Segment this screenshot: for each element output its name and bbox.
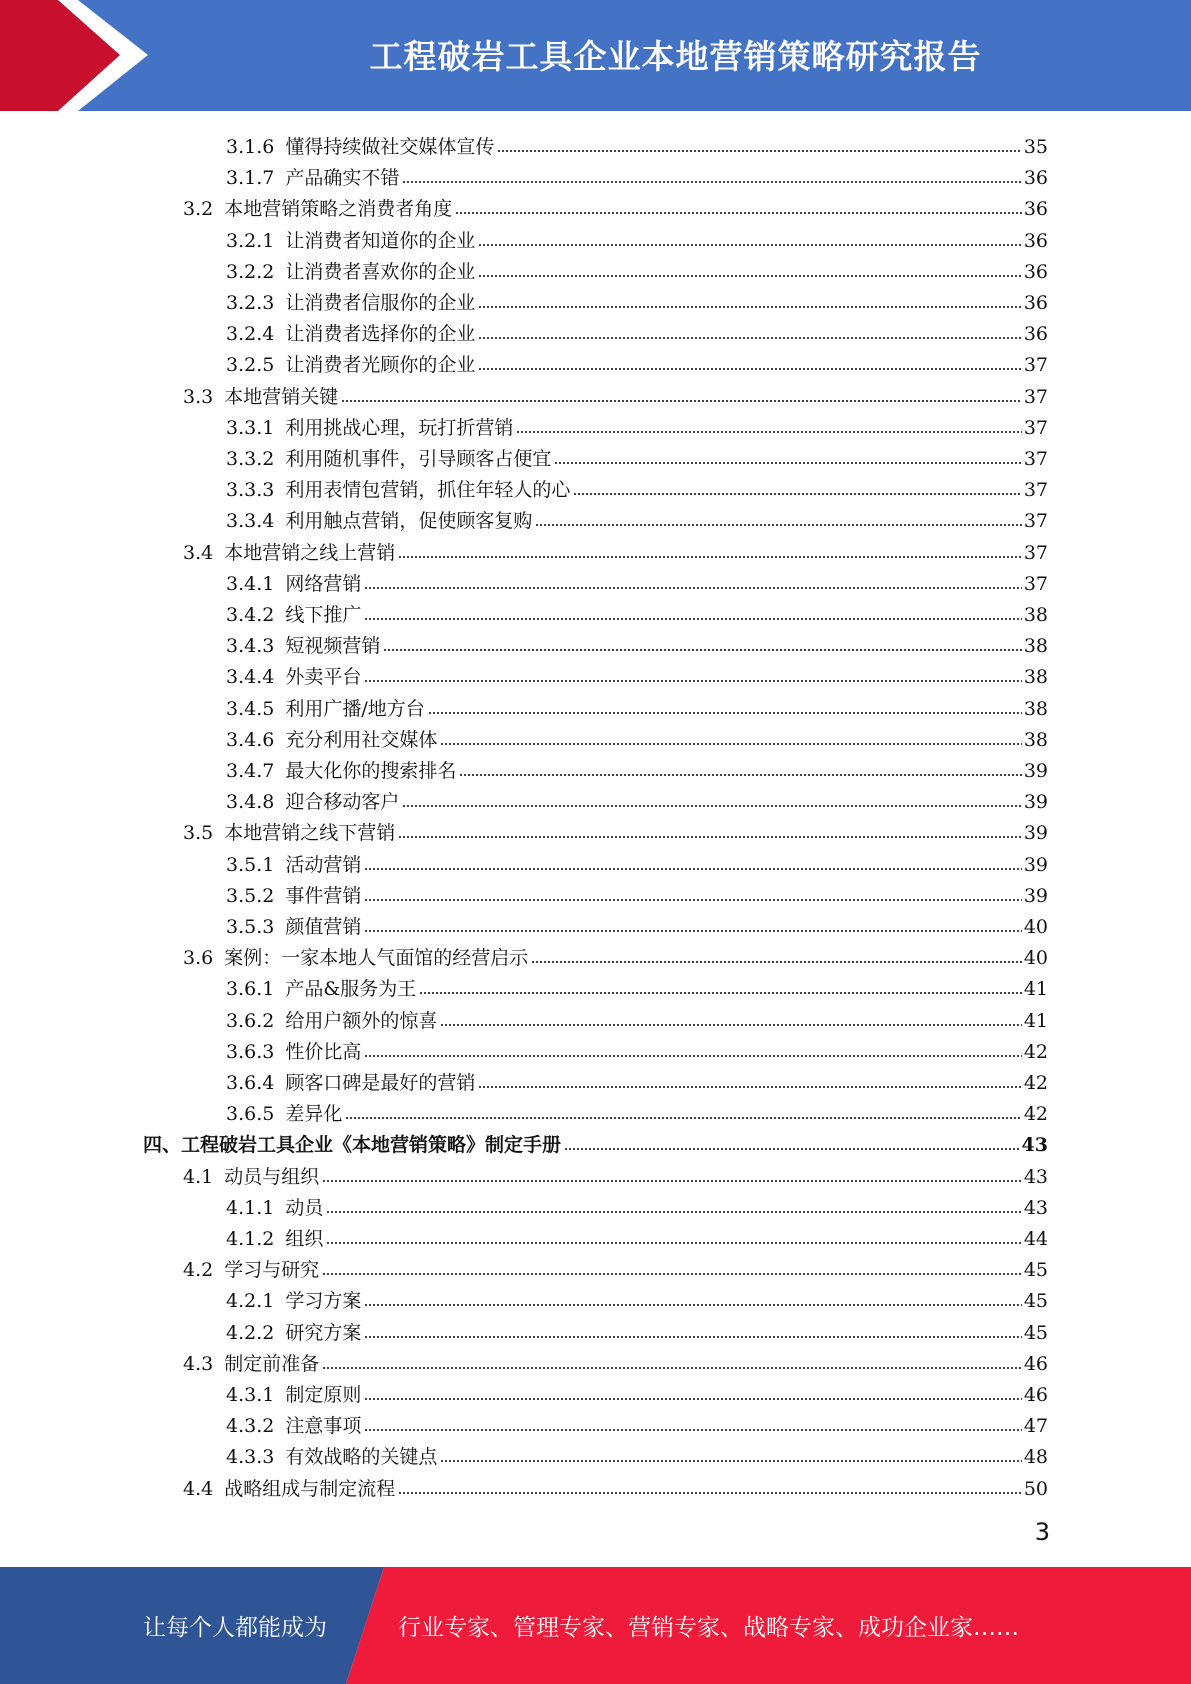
toc-entry-title: 利用挑战心理，玩打折营销 [285,416,514,439]
toc-dot-leader [402,180,1021,184]
toc-dot-leader [364,929,1021,933]
toc-entry-title: 组织 [285,1228,324,1250]
toc-entry[interactable] [183,533,1048,564]
toc-entry-title: 顾客口碑是最好的营销 [285,1072,476,1094]
toc-entry[interactable] [226,751,1048,782]
toc-entry[interactable] [226,1032,1048,1063]
toc-entry-title: 制定原则 [285,1384,362,1406]
toc-entry-title: 注意事项 [285,1415,362,1438]
toc-entry-title: 案例：一家本地人气面馆的经营启示 [224,947,529,970]
toc-entry-title: 差异化 [285,1103,343,1126]
toc-entry-title: 有效战略的关键点 [285,1446,438,1469]
toc-entry-page: 43 [1021,1134,1048,1157]
toc-entry-number: 3.4.6 [226,728,275,751]
toc-dot-leader [478,367,1021,371]
toc-dot-leader [364,1054,1021,1058]
toc-dot-leader [364,1397,1021,1401]
toc-dot-leader [322,1272,1022,1276]
toc-entry-page: 45 [1023,1321,1048,1344]
toc-dot-leader [398,835,1022,839]
toc-entry-number: 3.4.8 [226,791,275,814]
toc-entry-page: 43 [1023,1196,1048,1219]
toc-dot-leader [554,461,1021,465]
toc-entry-page: 42 [1023,1072,1048,1094]
toc-dot-leader [364,898,1021,902]
toc-entry-number: 3.3.4 [226,510,275,533]
toc-entry-title: 让消费者光顾你的企业 [285,354,476,377]
toc-entry[interactable] [183,1250,1048,1281]
toc-entry[interactable] [226,345,1048,376]
toc-entry[interactable] [183,1469,1048,1500]
toc-entry-number: 3.1.7 [226,167,275,190]
toc-entry-title: 战略组成与制定流程 [224,1477,396,1500]
toc-entry-page: 41 [1023,1009,1048,1032]
toc-entry-title: 利用广播/地方台 [285,697,425,720]
toc-entry[interactable] [226,1219,1048,1250]
toc-entry[interactable] [226,1437,1048,1468]
toc-dot-leader [573,492,1021,496]
toc-dot-leader [364,1428,1021,1432]
toc-entry-number: 3.3.2 [226,448,275,470]
toc-entry-page: 40 [1023,947,1048,970]
toc-entry-title: 线下推广 [285,604,362,626]
toc-entry-title: 学习方案 [285,1290,362,1313]
toc-entry-title: 四、工程破岩工具企业《本地营销策略》制定手册 [143,1134,562,1157]
toc-entry-number: 3.6.3 [226,1040,275,1063]
toc-entry-title: 活动营销 [285,853,362,876]
toc-entry-title: 迎合移动客户 [285,791,400,814]
toc-entry-page: 37 [1023,354,1048,377]
toc-dot-leader [478,274,1021,278]
toc-entry-number: 3.2.3 [226,292,275,314]
toc-entry-title: 让消费者选择你的企业 [285,323,476,346]
toc-entry-number: 3.2.4 [226,323,275,346]
toc-entry[interactable] [226,221,1048,252]
toc-dot-leader [364,586,1021,590]
toc-entry[interactable] [183,1157,1048,1188]
toc-entry-page: 50 [1023,1477,1048,1500]
toc-entry-page: 39 [1023,791,1048,814]
toc-entry-number: 3.3.1 [226,416,275,439]
toc-entry-page: 45 [1023,1259,1048,1282]
toc-entry-number: 4.1.1 [226,1196,275,1219]
toc-entry-page: 42 [1023,1040,1048,1063]
toc-entry-number: 4.2 [183,1259,214,1282]
toc-entry-number: 3.6.1 [226,978,275,1001]
toc-entry-number: 3.2.2 [226,260,275,283]
toc-entry-title: 利用表情包营销，抓住年轻人的心 [285,479,571,502]
toc-entry[interactable] [226,314,1048,345]
toc-entry-page: 38 [1023,697,1048,720]
toc-entry-page: 40 [1023,916,1048,938]
toc-entry[interactable] [226,689,1048,720]
toc-dot-leader [398,555,1022,559]
toc-entry-number: 3.4 [183,541,214,564]
toc-entry-page: 37 [1023,448,1048,470]
toc-dot-leader [322,1179,1022,1183]
report-title: 工程破岩工具企业本地营销策略研究报告 [369,36,982,76]
toc-entry-number: 3.4.5 [226,697,275,720]
toc-entry-title: 充分利用社交媒体 [285,728,438,751]
header-arrow-flag [0,0,160,111]
toc-entry-number: 4.1.2 [226,1228,275,1250]
toc-dot-leader [326,1210,1021,1214]
toc-entry-page: 36 [1023,260,1048,283]
toc-entry[interactable] [226,283,1048,314]
toc-dot-leader [428,711,1022,715]
report-footer [0,1567,1191,1684]
toc-entry-title: 利用随机事件，引导顾客占便宜 [285,448,552,470]
toc-entry[interactable] [143,1125,1048,1156]
toc-dot-leader [345,1116,1021,1120]
toc-entry[interactable] [226,1313,1048,1344]
toc-entry-page: 45 [1023,1290,1048,1313]
toc-entry[interactable] [226,1094,1048,1125]
toc-entry-page: 37 [1023,510,1048,533]
toc-dot-leader [478,336,1021,340]
toc-dot-leader [440,1459,1021,1463]
toc-dot-leader [364,1335,1021,1339]
toc-entry-page: 46 [1023,1384,1048,1406]
toc-entry-title: 性价比高 [285,1040,362,1063]
toc-entry-title: 本地营销关键 [224,385,339,408]
toc-entry-page: 36 [1023,229,1048,252]
toc-entry-title: 利用触点营销，促使顾客复购 [285,510,533,533]
toc-entry-page: 35 [1023,136,1048,158]
toc-entry-number: 4.2.2 [226,1321,275,1344]
toc-entry-number: 4.3.2 [226,1415,275,1438]
toc-entry-title: 给用户额外的惊喜 [285,1009,438,1032]
toc-dot-leader [326,1241,1021,1245]
toc-entry-number: 3.4.4 [226,666,275,689]
toc-dot-leader [440,742,1021,746]
toc-entry-page: 37 [1023,479,1048,502]
toc-dot-leader [455,211,1022,215]
toc-entry[interactable] [226,1188,1048,1219]
toc-entry-number: 4.2.1 [226,1290,275,1313]
toc-entry-title: 动员与组织 [224,1165,320,1188]
toc-entry-number: 3.6 [183,947,214,970]
toc-entry-number: 3.2 [183,198,214,221]
toc-entry[interactable] [226,1063,1048,1094]
toc-entry[interactable] [226,720,1048,751]
toc-entry[interactable] [226,845,1048,876]
toc-entry-number: 3.6.2 [226,1009,275,1032]
toc-entry[interactable] [226,439,1048,470]
toc-entry-number: 3.5.2 [226,884,275,907]
toc-entry-page: 39 [1023,884,1048,907]
toc-entry[interactable] [226,876,1048,907]
toc-entry-number: 4.1 [183,1165,214,1188]
toc-entry-title: 颜值营销 [285,916,362,938]
toc-entry-title: 产品确实不错 [285,167,400,190]
toc-entry-page: 38 [1023,635,1048,658]
toc-entry-title: 网络营销 [285,572,362,595]
toc-entry-title: 懂得持续做社交媒体宣传 [285,136,495,158]
toc-dot-leader [364,679,1021,683]
toc-entry[interactable] [226,470,1048,501]
toc-entry-title: 学习与研究 [224,1259,320,1282]
toc-entry-title: 本地营销之线上营销 [224,541,396,564]
toc-entry-page: 47 [1023,1415,1048,1438]
toc-entry[interactable] [226,1001,1048,1032]
toc-entry-title: 制定前准备 [224,1352,320,1375]
toc-entry-page: 36 [1023,292,1048,314]
toc-entry-number: 3.6.4 [226,1072,275,1094]
toc-entry[interactable] [183,1344,1048,1375]
toc-entry-page: 48 [1023,1446,1048,1469]
toc-entry-page: 37 [1023,572,1048,595]
toc-dot-leader [478,1085,1021,1089]
toc-dot-leader [440,1023,1021,1027]
toc-entry-page: 36 [1023,323,1048,346]
toc-entry-page: 39 [1023,853,1048,876]
toc-entry-page: 37 [1023,541,1048,564]
page-number: 3 [1034,1518,1050,1546]
toc-dot-leader [419,991,1022,995]
toc-entry[interactable] [226,1281,1048,1312]
toc-entry[interactable] [226,408,1048,439]
toc-entry-title: 让消费者信服你的企业 [285,292,476,314]
toc-entry-title: 让消费者知道你的企业 [285,229,476,252]
toc-entry-number: 3.4.2 [226,604,275,626]
toc-entry-title: 产品&服务为王 [285,978,417,1001]
toc-entry-title: 事件营销 [285,884,362,907]
toc-entry-number: 3.2.5 [226,354,275,377]
toc-entry[interactable] [183,813,1048,844]
toc-entry-number: 3.5.1 [226,853,275,876]
toc-entry[interactable] [226,657,1048,688]
toc-dot-leader [341,399,1022,403]
toc-entry-number: 3.3.3 [226,479,275,502]
toc-dot-leader [364,1303,1021,1307]
toc-entry-number: 3.3 [183,385,214,408]
toc-entry-page: 44 [1023,1228,1048,1250]
toc-entry-number: 3.4.7 [226,760,275,782]
toc-entry-title: 动员 [285,1196,324,1219]
toc-entry-page: 38 [1023,728,1048,751]
toc-entry-number: 3.5 [183,822,214,845]
toc-entry-number: 3.4.1 [226,572,275,595]
report-header [0,0,1191,111]
toc-entry-page: 37 [1023,385,1048,408]
toc-entry[interactable] [226,907,1048,938]
toc-entry[interactable] [183,377,1048,408]
toc-entry-number: 3.5.3 [226,916,275,938]
toc-dot-leader [364,617,1021,621]
toc-entry-title: 短视频营销 [285,635,381,658]
toc-entry[interactable] [226,158,1048,189]
toc-dot-leader [516,430,1021,434]
toc-entry-page: 36 [1023,198,1048,221]
toc-entry-title: 研究方案 [285,1321,362,1344]
toc-entry-title: 让消费者喜欢你的企业 [285,260,476,283]
toc-entry-page: 38 [1023,666,1048,689]
toc-entry[interactable] [226,564,1048,595]
toc-entry[interactable] [226,595,1048,626]
toc-entry-number: 4.3.1 [226,1384,275,1406]
toc-dot-leader [478,243,1021,247]
toc-entry-number: 4.3.3 [226,1446,275,1469]
toc-entry-page: 42 [1023,1103,1048,1126]
toc-entry[interactable] [226,969,1048,1000]
toc-entry[interactable] [226,626,1048,657]
toc-dot-leader [322,1366,1022,1370]
toc-entry[interactable] [226,252,1048,283]
toc-entry[interactable] [226,501,1048,532]
toc-entry[interactable] [226,127,1048,158]
toc-entry[interactable] [226,1406,1048,1437]
toc-dot-leader [364,867,1021,871]
toc-dot-leader [535,523,1021,527]
toc-entry-page: 43 [1023,1165,1048,1188]
toc-entry-title: 最大化你的搜索排名 [285,760,457,782]
toc-entry-number: 4.3 [183,1352,214,1375]
toc-entry-title: 外卖平台 [285,666,362,689]
toc-dot-leader [564,1147,1020,1151]
footer-slogan-left: 让每个人都能成为 [143,1615,327,1641]
toc-entry-number: 3.1.6 [226,136,275,158]
toc-entry-page: 36 [1023,167,1048,190]
toc-entry-page: 41 [1023,978,1048,1001]
toc-dot-leader [459,773,1021,777]
toc-entry-number: 4.4 [183,1477,214,1500]
toc-dot-leader [478,305,1021,309]
footer-slogan-right: 行业专家、管理专家、营销专家、战略专家、成功企业家…… [398,1615,1019,1641]
toc-dot-leader [398,1491,1022,1495]
toc-entry-page: 39 [1023,822,1048,845]
toc-entry[interactable] [226,1375,1048,1406]
toc-entry-page: 37 [1023,416,1048,439]
toc-entry-page: 38 [1023,604,1048,626]
toc-dot-leader [531,960,1022,964]
toc-entry-page: 46 [1023,1352,1048,1375]
toc-entry[interactable] [183,189,1048,220]
toc-entry-number: 3.2.1 [226,229,275,252]
toc-entry[interactable] [226,782,1048,813]
toc-entry-number: 3.4.3 [226,635,275,658]
toc-dot-leader [383,648,1021,652]
toc-entry-number: 3.6.5 [226,1103,275,1126]
toc-dot-leader [402,804,1021,808]
toc-entry-page: 39 [1023,760,1048,782]
toc-entry-title: 本地营销之线下营销 [224,822,396,845]
toc-entry-title: 本地营销策略之消费者角度 [224,198,453,221]
toc-entry[interactable] [183,938,1048,969]
toc-dot-leader [497,149,1021,153]
